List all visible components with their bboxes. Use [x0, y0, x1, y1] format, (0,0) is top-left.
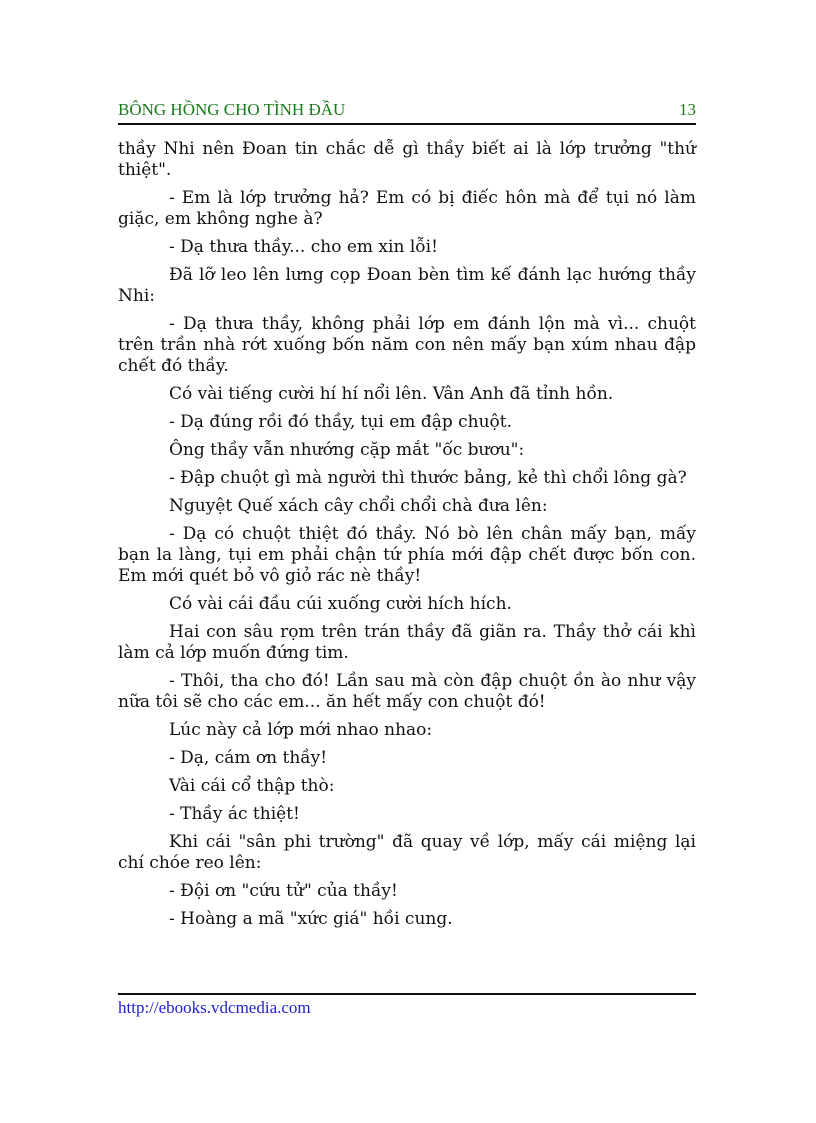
footer-link[interactable]: http://ebooks.vdcmedia.com	[118, 998, 311, 1017]
paragraph: - Dạ thưa thầy, không phải lớp em đánh lộn mà vì... chuột trên trần nhà rớt xuống bốn năm con nên mấy bạn xúm nhau đập chết đó thầy.	[118, 314, 696, 376]
paragraph: - Thầy ác thiệt!	[169, 804, 300, 824]
paragraph: - Hoàng a mã "xức giá" hồi cung.	[169, 909, 453, 929]
book-title: BÔNG HỒNG CHO TÌNH ĐẦU	[118, 100, 346, 119]
running-footer	[118, 993, 696, 1018]
paragraph: - Dạ có chuột thiệt đó thầy. Nó bò lên chân mấy bạn, mấy bạn la làng, tụi em phải chận tứ phía mới đập chết được bốn con. Em mới quét bỏ vô giỏ rác nè thầy!	[118, 524, 696, 586]
paragraph: Vài cái cổ thập thò:	[169, 776, 335, 796]
paragraph: Có vài cái đầu cúi xuống cười hích hích.	[169, 594, 512, 614]
paragraph: Đã lỡ leo lên lưng cọp Đoan bèn tìm kế đánh lạc hướng thầy Nhi:	[118, 265, 696, 306]
paragraph: Khi cái "sân phi trường" đã quay về lớp, mấy cái miệng lại chí chóe reo lên:	[118, 832, 696, 873]
paragraph: - Thôi, tha cho đó! Lần sau mà còn đập chuột ồn ào như vậy nữa tôi sẽ cho các em... ăn hết mấy con chuột đó!	[118, 671, 696, 712]
paragraph: - Dạ đúng rồi đó thầy, tụi em đập chuột.	[169, 412, 513, 432]
paragraph: Ông thầy vẫn nhướng cặp mắt "ốc bươu":	[169, 440, 525, 460]
paragraph: thầy Nhi nên Đoan tin chắc dễ gì thầy biết ai là lớp trưởng "thứ thiệt".	[118, 139, 696, 180]
paragraph: - Dạ, cám ơn thầy!	[169, 748, 328, 768]
page-body	[118, 139, 696, 930]
paragraph: - Dạ thưa thầy... cho em xin lỗi!	[169, 237, 438, 257]
paragraph: - Đập chuột gì mà người thì thước bảng, kẻ thì chổi lông gà?	[169, 468, 687, 488]
running-header	[118, 100, 696, 125]
paragraph: Có vài tiếng cười hí hí nổi lên. Vân Anh đã tỉnh hồn.	[169, 384, 614, 404]
paragraph: Hai con sâu rọm trên trán thầy đã giãn ra. Thầy thở cái khì làm cả lớp muốn đứng tim.	[118, 622, 696, 663]
page	[118, 100, 696, 937]
page-number: 13	[679, 100, 696, 119]
paragraph: - Em là lớp trưởng hả? Em có bị điếc hôn mà để tụi nó làm giặc, em không nghe à?	[118, 188, 696, 229]
paragraph: - Đội ơn "cứu tử" của thầy!	[169, 881, 398, 901]
paragraph: Nguyệt Quế xách cây chổi chổi chà đưa lên:	[169, 496, 548, 516]
paragraph: Lúc này cả lớp mới nhao nhao:	[169, 720, 433, 740]
